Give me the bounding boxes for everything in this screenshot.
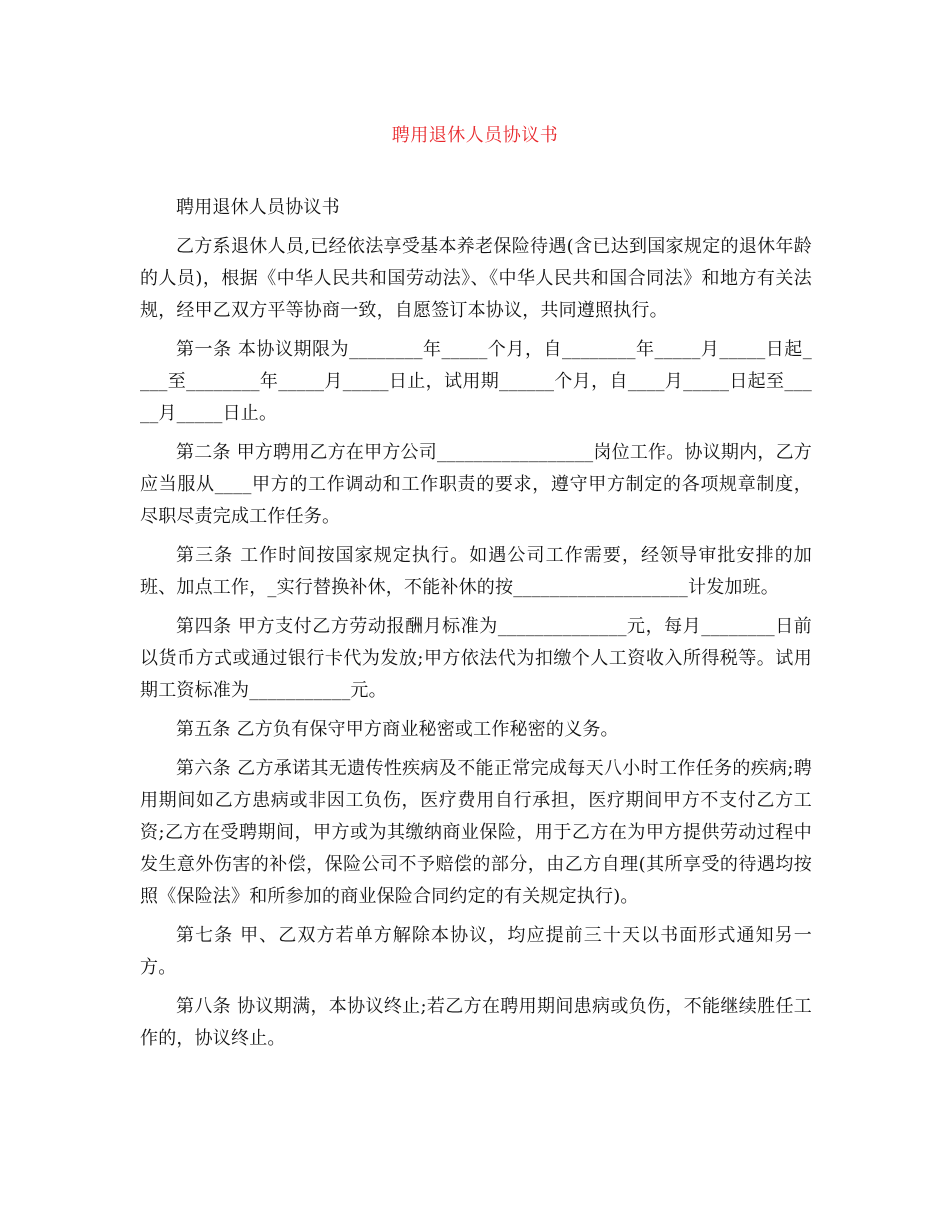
paragraph-article-2: 第二条 甲方聘用乙方在甲方公司_________________岗位工作。协议期内，乙方应当服从____甲方的工作调动和工作职责的要求，遵守甲方制定的各项规章制度，尽职尽责完成工作任务。 [140, 442, 812, 527]
paragraph-heading: 聘用退休人员协议书 [176, 197, 340, 218]
paragraph-article-4: 第四条 甲方支付乙方劳动报酬月标准为______________元，每月________日前以货币方式或通过银行卡代为发放;甲方依法代为扣缴个人工资收入所得税等。试用期工资标准为___________元。 [140, 616, 812, 701]
paragraph-article-6: 第六条 乙方承诺其无遗传性疾病及不能正常完成每天八小时工作任务的疾病;聘用期间如乙方患病或非因工负伤，医疗费用自行承担，医疗期间甲方不支付乙方工资;乙方在受聘期间，甲方或为其缴纳商业保险，用于乙方在为甲方提供劳动过程中发生意外伤害的补偿，保险公司不予赔偿的部分，由乙方自理(其所享受的待遇均按照《保险法》和所参加的商业保险合同约定的有关规定执行)。 [140, 758, 812, 907]
paragraph-article-8: 第八条 协议期满，本协议终止;若乙方在聘用期间患病或负伤，不能继续胜任工作的，协议终止。 [140, 996, 812, 1049]
paragraph-article-1: 第一条 本协议期限为________年_____个月，自________年_____月_____日起____至________年_____月_____日止，试用期______个月，自____月_____日起至_____月_____日止。 [140, 339, 812, 424]
document-title: 聘用退休人员协议书 [391, 125, 559, 146]
document-body [140, 192, 812, 1062]
paragraph-article-3: 第三条 工作时间按国家规定执行。如遇公司工作需要，经领导审批安排的加班、加点工作，_实行替换补休，不能补休的按___________________计发加班。 [140, 545, 812, 598]
paragraph-preamble: 乙方系退休人员,已经依法享受基本养老保险待遇(含已达到国家规定的退休年龄的人员)，根据《中华人民共和国劳动法》、《中华人民共和国合同法》和地方有关法规，经甲乙双方平等协商一致，自愿签订本协议，共同遵照执行。 [140, 236, 812, 321]
paragraph-article-7: 第七条 甲、乙双方若单方解除本协议，均应提前三十天以书面形式通知另一方。 [140, 925, 812, 978]
paragraph-article-5: 第五条 乙方负有保守甲方商业秘密或工作秘密的义务。 [176, 719, 619, 740]
